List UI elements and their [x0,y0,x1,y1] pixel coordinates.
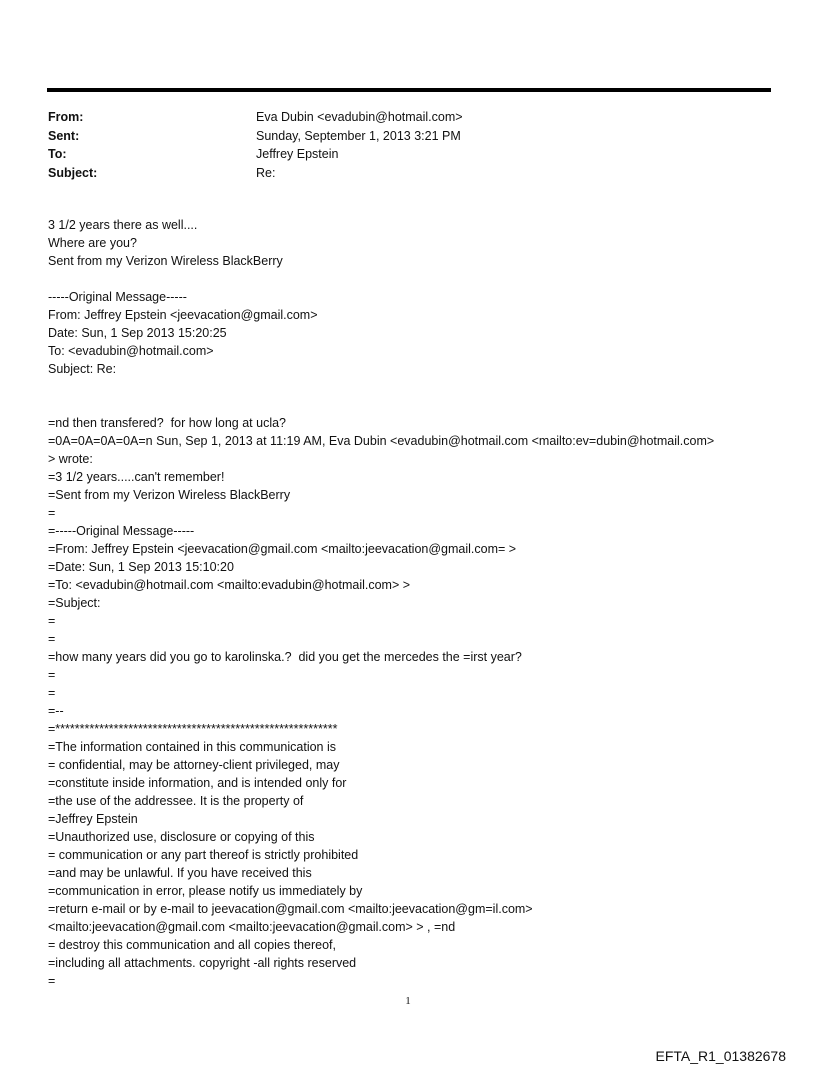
body-line: =nd then transfered? for how long at ucla? [48,416,287,430]
header-value: Jeffrey Epstein [256,147,339,161]
header-label: From: [48,110,84,124]
body-line: = [48,974,56,988]
body-line: <mailto:jeevacation@gmail.com <mailto:jeevacation@gmail.com> > , =nd [48,920,456,934]
body-line: Date: Sun, 1 Sep 2013 15:20:25 [48,326,227,340]
body-line: > wrote: [48,452,93,466]
body-line [48,396,714,414]
header-value: Re: [256,165,276,180]
header-label: To: [48,147,67,161]
body-line: =the use of the addressee. It is the property of [48,794,304,808]
body-line: =To: <evadubin@hotmail.com <mailto:evadubin@hotmail.com> > [48,578,411,592]
body-line: =Unauthorized use, disclosure or copying of this [48,830,315,844]
email-header [48,108,463,182]
header-sent-row [48,127,463,146]
header-subject-row [48,164,463,183]
body-line: =0A=0A=0A=0A=n Sun, Sep 1, 2013 at 11:19 AM, Eva Dubin <evadubin@hotmail.com <mailto:ev=dubin@hotmail.com> [48,434,715,448]
body-line: =Sent from my Verizon Wireless BlackBerry [48,488,291,502]
body-line: =how many years did you go to karolinska.? did you get the mercedes the =irst year? [48,650,522,664]
header-rule [47,88,771,92]
body-line: = confidential, may be attorney-client privileged, may [48,758,340,772]
header-value: Sunday, September 1, 2013 3:21 PM [256,128,461,143]
body-line: 3 1/2 years there as well.... [48,218,198,232]
body-line: =Jeffrey Epstein [48,812,138,826]
body-line: = [48,668,56,682]
header-to-row [48,145,463,164]
body-line: =constitute inside information, and is intended only for [48,776,347,790]
body-line: =return e-mail or by e-mail to jeevacation@gmail.com <mailto:jeevacation@gm=il.com> [48,902,533,916]
body-line: Sent from my Verizon Wireless BlackBerry [48,254,283,268]
body-line: =From: Jeffrey Epstein <jeevacation@gmail.com <mailto:jeevacation@gmail.com= > [48,542,517,556]
body-line: = [48,632,56,646]
body-line: =-----Original Message----- [48,524,195,538]
body-line: =3 1/2 years.....can't remember! [48,470,225,484]
body-line: =Date: Sun, 1 Sep 2013 15:10:20 [48,560,234,574]
header-value: Eva Dubin <evadubin@hotmail.com> [256,110,463,124]
body-line [48,270,714,288]
body-line: =and may be unlawful. If you have received this [48,866,312,880]
body-line: From: Jeffrey Epstein <jeevacation@gmail.com> [48,308,318,322]
body-line: =The information contained in this communication is [48,740,336,754]
email-body [48,216,714,990]
body-line: = communication or any part thereof is strictly prohibited [48,848,359,862]
body-line: =********************************************************** [48,722,338,736]
body-line: =Subject: [48,596,101,610]
body-line [48,378,714,396]
body-line: = [48,686,56,700]
body-line: =including all attachments. copyright -all rights reserved [48,956,357,970]
body-line: To: <evadubin@hotmail.com> [48,344,214,358]
body-line: =communication in error, please notify us immediately by [48,884,363,898]
header-label: Sent: [48,128,80,143]
body-line: Where are you? [48,236,137,250]
body-line: = destroy this communication and all copies thereof, [48,938,337,952]
body-line: Subject: Re: [48,362,117,376]
body-line: = [48,614,56,628]
body-line: =-- [48,704,64,718]
body-line: = [48,506,56,520]
header-label: Subject: [48,165,98,180]
page-number: 1 [405,995,411,1007]
header-from-row [48,108,463,127]
body-line: -----Original Message----- [48,290,187,304]
document-id: EFTA_R1_01382678 [655,1048,786,1064]
